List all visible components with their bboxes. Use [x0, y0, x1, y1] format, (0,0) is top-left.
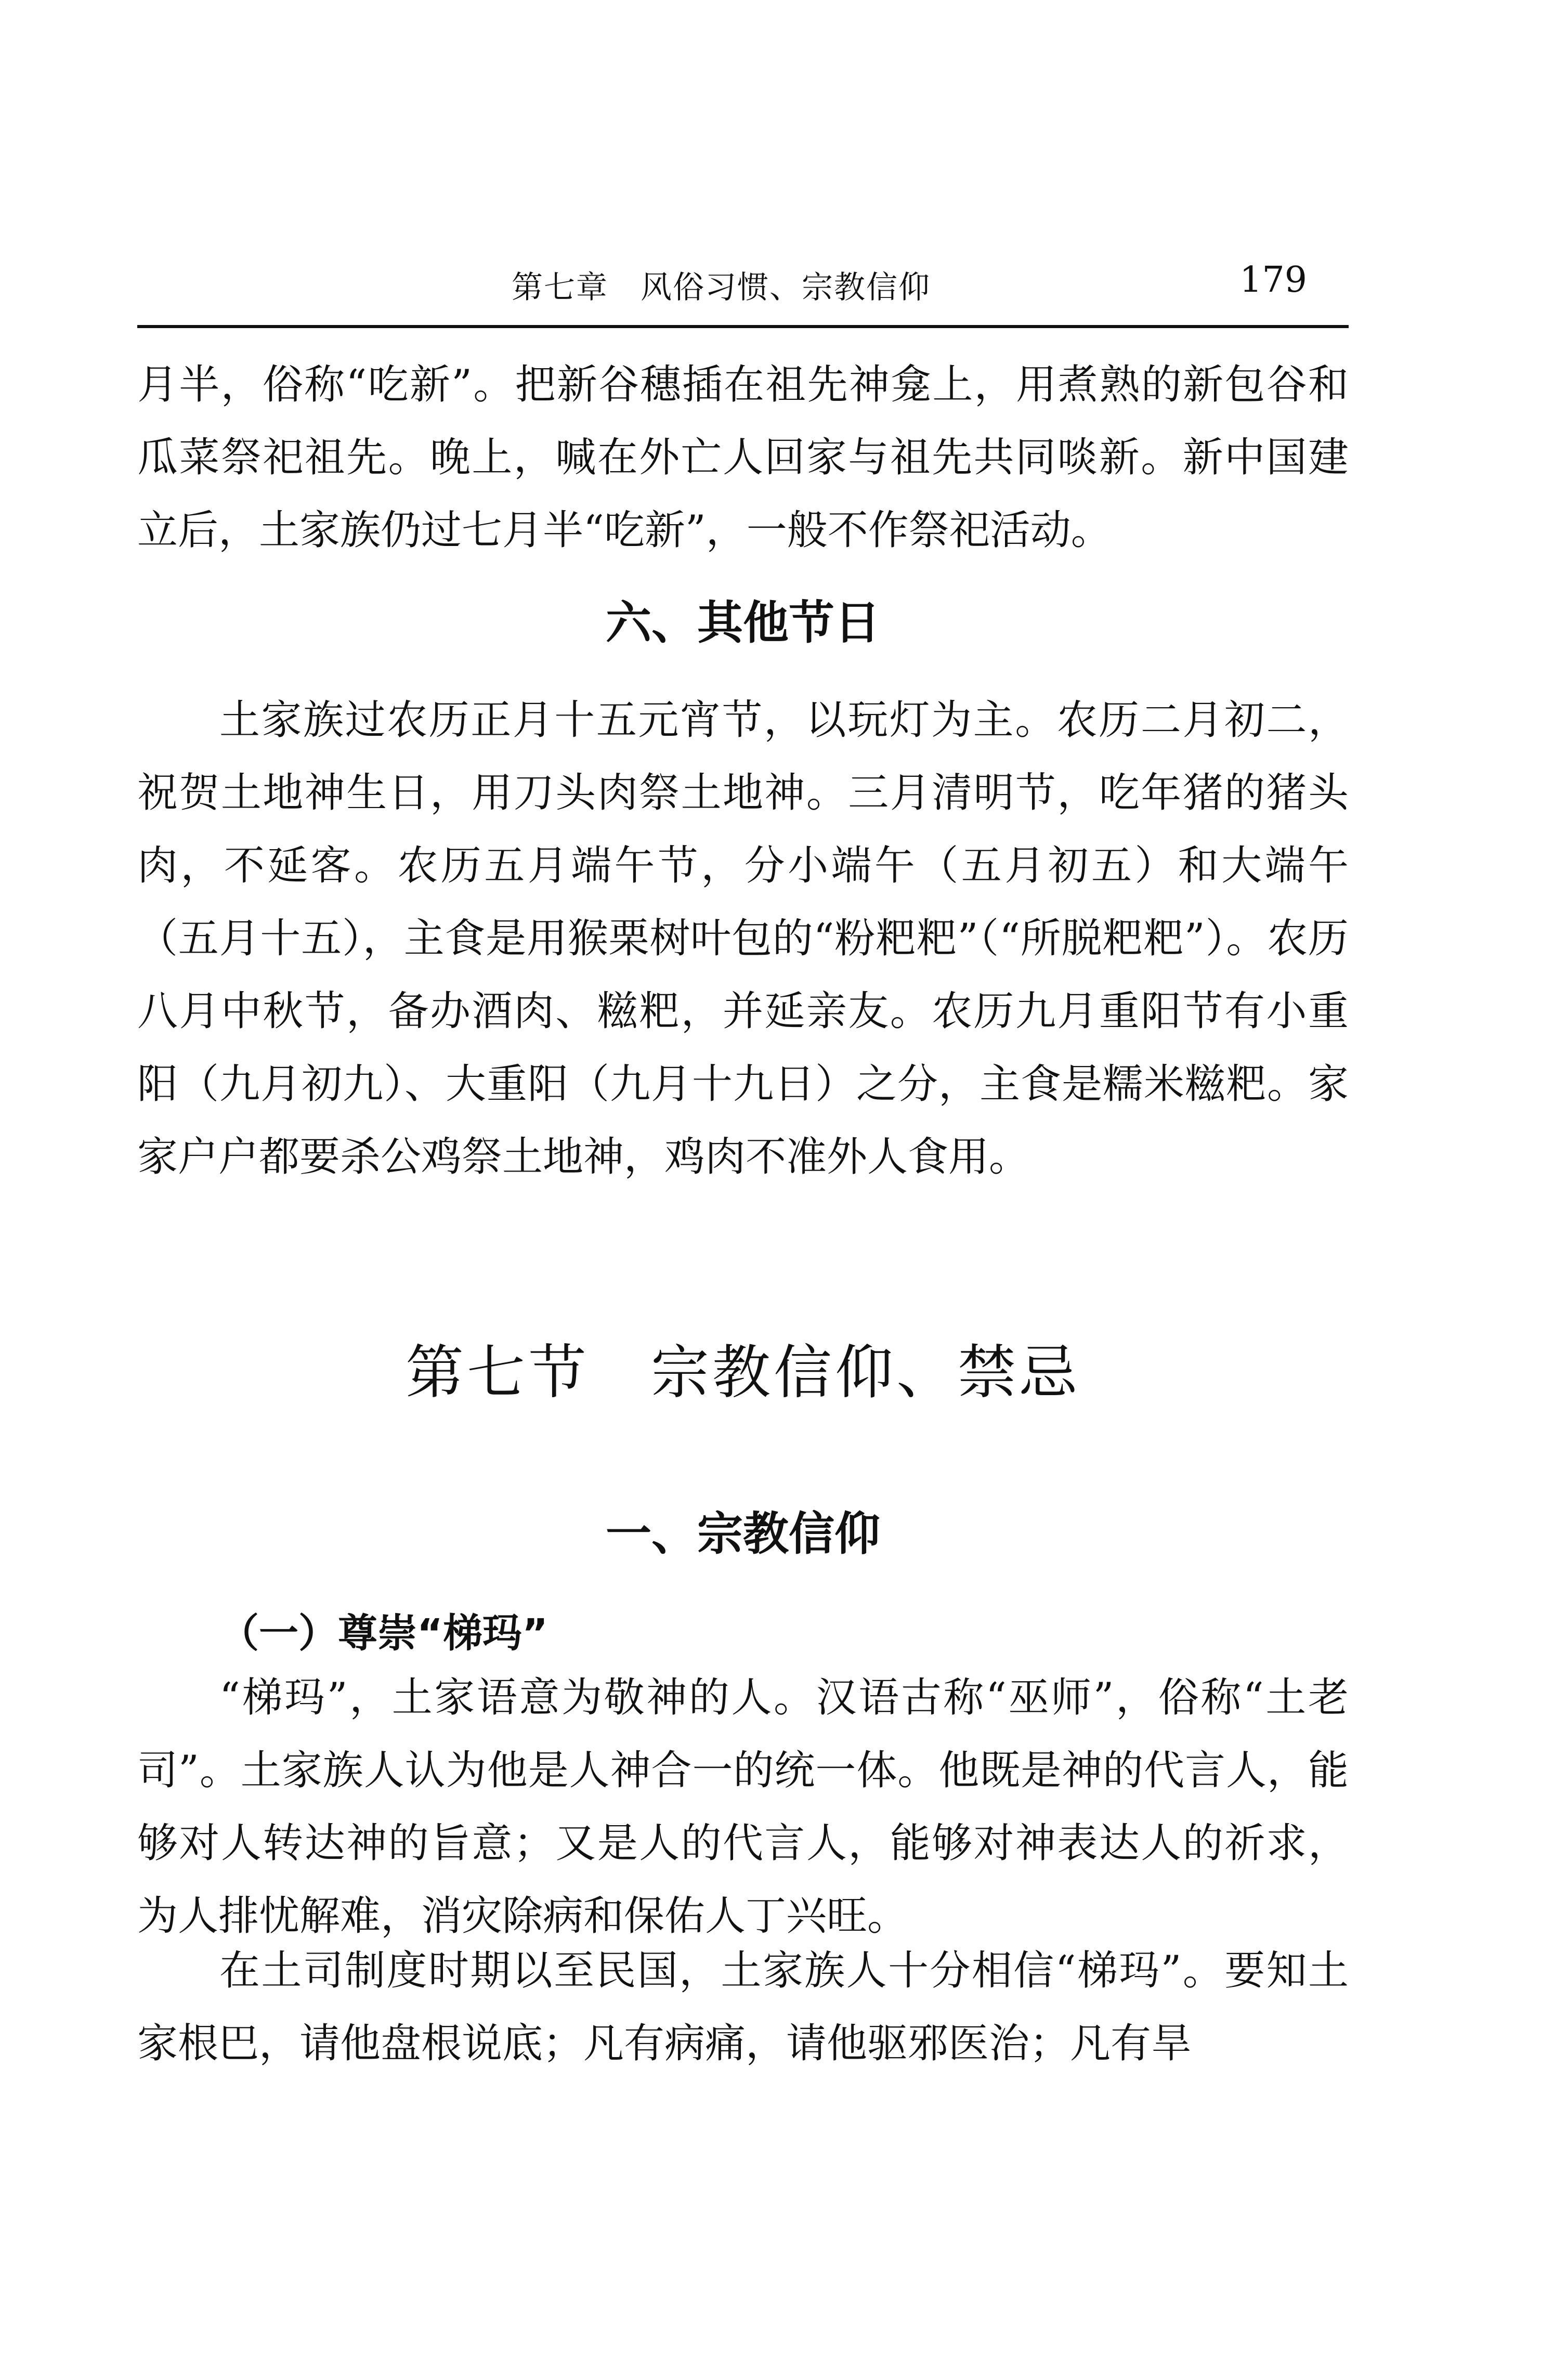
paragraph-timo-2	[137, 1934, 1349, 2080]
heading-other-festivals: 六、其他节日	[605, 596, 880, 649]
running-head	[137, 259, 1349, 306]
paragraph-other-festivals	[137, 684, 1349, 1193]
running-title: 第七章 风俗习惯、宗教信仰	[512, 269, 931, 306]
paragraph-text: 土家族过农历正月十五元宵节，以玩灯为主。农历二月初二，祝贺土地神生日，用刀头肉祭土地神。三月清明节，吃年猪的猪头肉，不延客。农历五月端午节，分小端午（五月初五）和大端午（五月十五），主食是用猴栗树叶包的“粉粑粑”（“所脱粑粑”）。农历八月中秋节，备办酒肉、糍粑，并延亲友。农历九月重阳节有小重阳（九月初九）、大重阳（九月十九日）之分，主食是糯米糍粑。家家户户都要杀公鸡祭土地神，鸡肉不准外人食用。	[137, 697, 1349, 1180]
paragraph-continuation	[137, 348, 1349, 567]
header-rule	[137, 325, 1349, 328]
section-title: 第七节 宗教信仰、禁忌	[406, 1339, 1080, 1407]
paragraph-text: “梯玛”，土家语意为敬神的人。汉语古称“巫师”，俗称“土老司”。土家族人认为他是人神合一的统一体。他既是神的代言人，能够对人转达神的旨意；又是人的代言人，能够对神表达人的祈求，为人排忧解难，消灾除病和保佑人丁兴旺。	[137, 1674, 1349, 1940]
paragraph-text: 在土司制度时期以至民国，土家族人十分相信“梯玛”。要知土家根巴，请他盘根说底；凡有病痛，请他驱邪医治；凡有旱	[137, 1947, 1349, 2067]
page-number: 179	[1239, 259, 1307, 301]
paragraph-timo-1	[137, 1661, 1349, 1953]
subheading-timo: （一）尊崇“梯玛”	[219, 1610, 548, 1656]
paragraph-text: 月半，俗称“吃新”。把新谷穗插在祖先神龛上，用煮熟的新包谷和瓜菜祭祀祖先。晚上，喊在外亡人回家与祖先共同啖新。新中国建立后，土家族仍过七月半“吃新”，一般不作祭祀活动。	[137, 361, 1349, 554]
heading-religion: 一、宗教信仰	[605, 1507, 880, 1560]
